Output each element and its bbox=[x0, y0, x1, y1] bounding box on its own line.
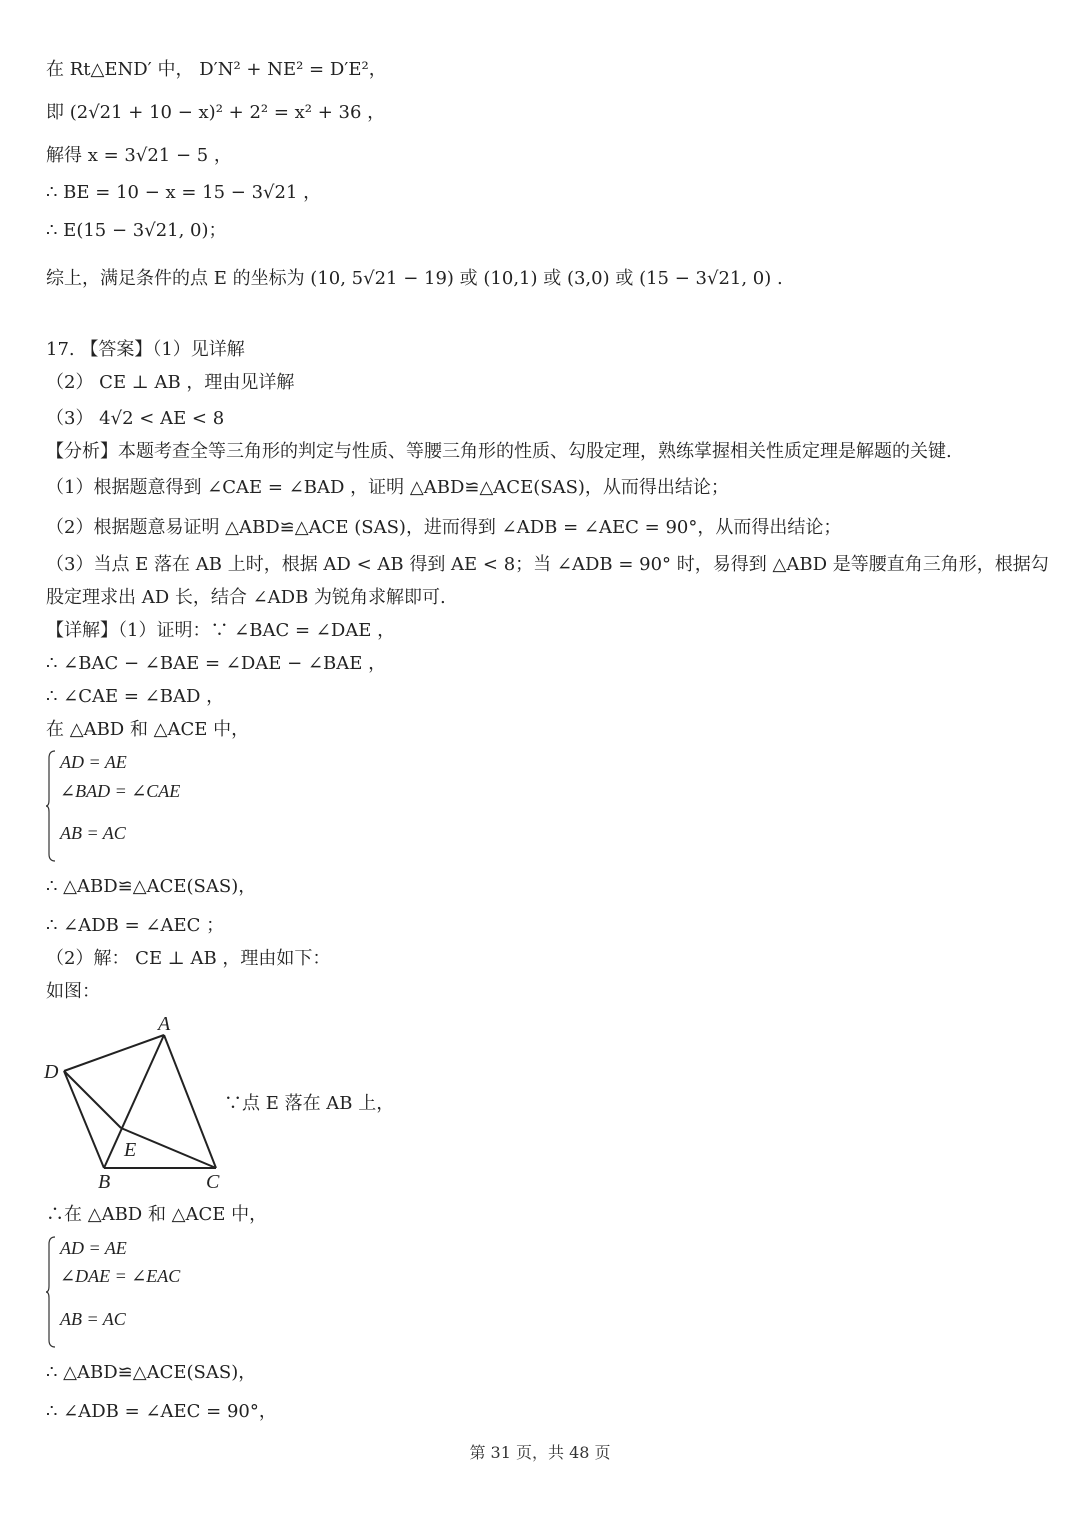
analysis-part-3-cont: 股定理求出 AD 长，结合 ∠ADB 为锐角求解即可. bbox=[46, 587, 446, 608]
system1-eq-1: AD = AE bbox=[60, 752, 127, 772]
equation-system-1 bbox=[46, 750, 266, 862]
detail-line-5: ∴ △ABD≌△ACE(SAS)， bbox=[46, 876, 257, 897]
detail-line-3: ∴ ∠CAE = ∠BAD ， bbox=[46, 686, 225, 707]
system1-eq-2: ∠BAD = ∠CAE bbox=[60, 781, 181, 801]
analysis-part-2: （2）根据题意易证明 △ABD≌△ACE (SAS)，进而得到 ∠ADB = ∠AEC = 90°，从而得出结论； bbox=[46, 517, 842, 538]
label-a: A bbox=[158, 1013, 171, 1035]
detail-line-11: ∴ ∠ADB = ∠AEC = 90°， bbox=[46, 1401, 277, 1422]
brace-icon bbox=[46, 750, 56, 862]
detail-line-2: ∴ ∠BAC − ∠BAE = ∠DAE − ∠BAE ， bbox=[46, 653, 387, 674]
label-b: B bbox=[98, 1171, 111, 1193]
system2-eq-1: AD = AE bbox=[60, 1238, 127, 1258]
detail-line-6: ∴ ∠ADB = ∠AEC ； bbox=[46, 915, 225, 936]
answer-part-3: （3） 4√2 < AE < 8 bbox=[46, 408, 225, 429]
system2-eq-3: AB = AC bbox=[60, 1309, 126, 1329]
label-e: E bbox=[124, 1139, 137, 1161]
solution-line-3: 解得 x = 3√21 − 5 ， bbox=[46, 145, 232, 166]
label-c: C bbox=[206, 1171, 220, 1193]
system1-eq-3: AB = AC bbox=[60, 823, 126, 843]
label-d: D bbox=[44, 1061, 59, 1083]
summary-line: 综上，满足条件的点 E 的坐标为 (10, 5√21 − 19) 或 (10,1) 或 (3,0) 或 (15 − 3√21, 0) . bbox=[46, 268, 783, 289]
solution-line-4: ∴ BE = 10 − x = 15 − 3√21 ， bbox=[46, 182, 322, 203]
detail-line-9: ∴在 △ABD 和 △ACE 中， bbox=[46, 1204, 268, 1225]
brace-icon bbox=[46, 1236, 56, 1348]
detail-line-1: 【详解】（1）证明：∵ ∠BAC = ∠DAE ， bbox=[46, 620, 396, 641]
figure-lines bbox=[64, 1035, 216, 1168]
system2-eq-2: ∠DAE = ∠EAC bbox=[60, 1266, 181, 1286]
solution-line-1: 在 Rt△END′ 中， D′N² + NE² = D′E²， bbox=[46, 59, 387, 80]
detail-line-4: 在 △ABD 和 △ACE 中， bbox=[46, 719, 250, 740]
detail-line-7: （2）解： CE ⊥ AB ，理由如下： bbox=[46, 948, 331, 969]
figure-note: ∵点 E 落在 AB 上， bbox=[224, 1093, 395, 1114]
solution-line-5: ∴ E(15 − 3√21, 0)； bbox=[46, 220, 227, 241]
analysis-part-1: （1）根据题意得到 ∠CAE = ∠BAD ，证明 △ABD≌△ACE(SAS)，从而得出结论； bbox=[46, 477, 729, 498]
equation-system-2 bbox=[46, 1236, 266, 1348]
detail-line-8: 如图： bbox=[46, 981, 100, 1002]
analysis-part-3: （3）当点 E 落在 AB 上时，根据 AD < AB 得到 AE < 8；当 ∠ADB = 90° 时，易得到 △ABD 是等腰直角三角形，根据勾 bbox=[46, 554, 1049, 575]
answer-part-2: （2） CE ⊥ AB ，理由见详解 bbox=[46, 372, 295, 393]
answer-heading: 17. 【答案】（1）见详解 bbox=[46, 339, 245, 360]
analysis-line: 【分析】本题考查全等三角形的判定与性质、等腰三角形的性质、勾股定理，熟练掌握相关性质定理是解题的关键. bbox=[46, 441, 952, 462]
detail-line-10: ∴ △ABD≌△ACE(SAS)， bbox=[46, 1362, 257, 1383]
page-footer: 第 31 页，共 48 页 bbox=[469, 1443, 611, 1462]
solution-line-2: 即 (2√21 + 10 − x)² + 2² = x² + 36 ， bbox=[46, 102, 386, 123]
geometry-figure bbox=[40, 1008, 240, 1196]
